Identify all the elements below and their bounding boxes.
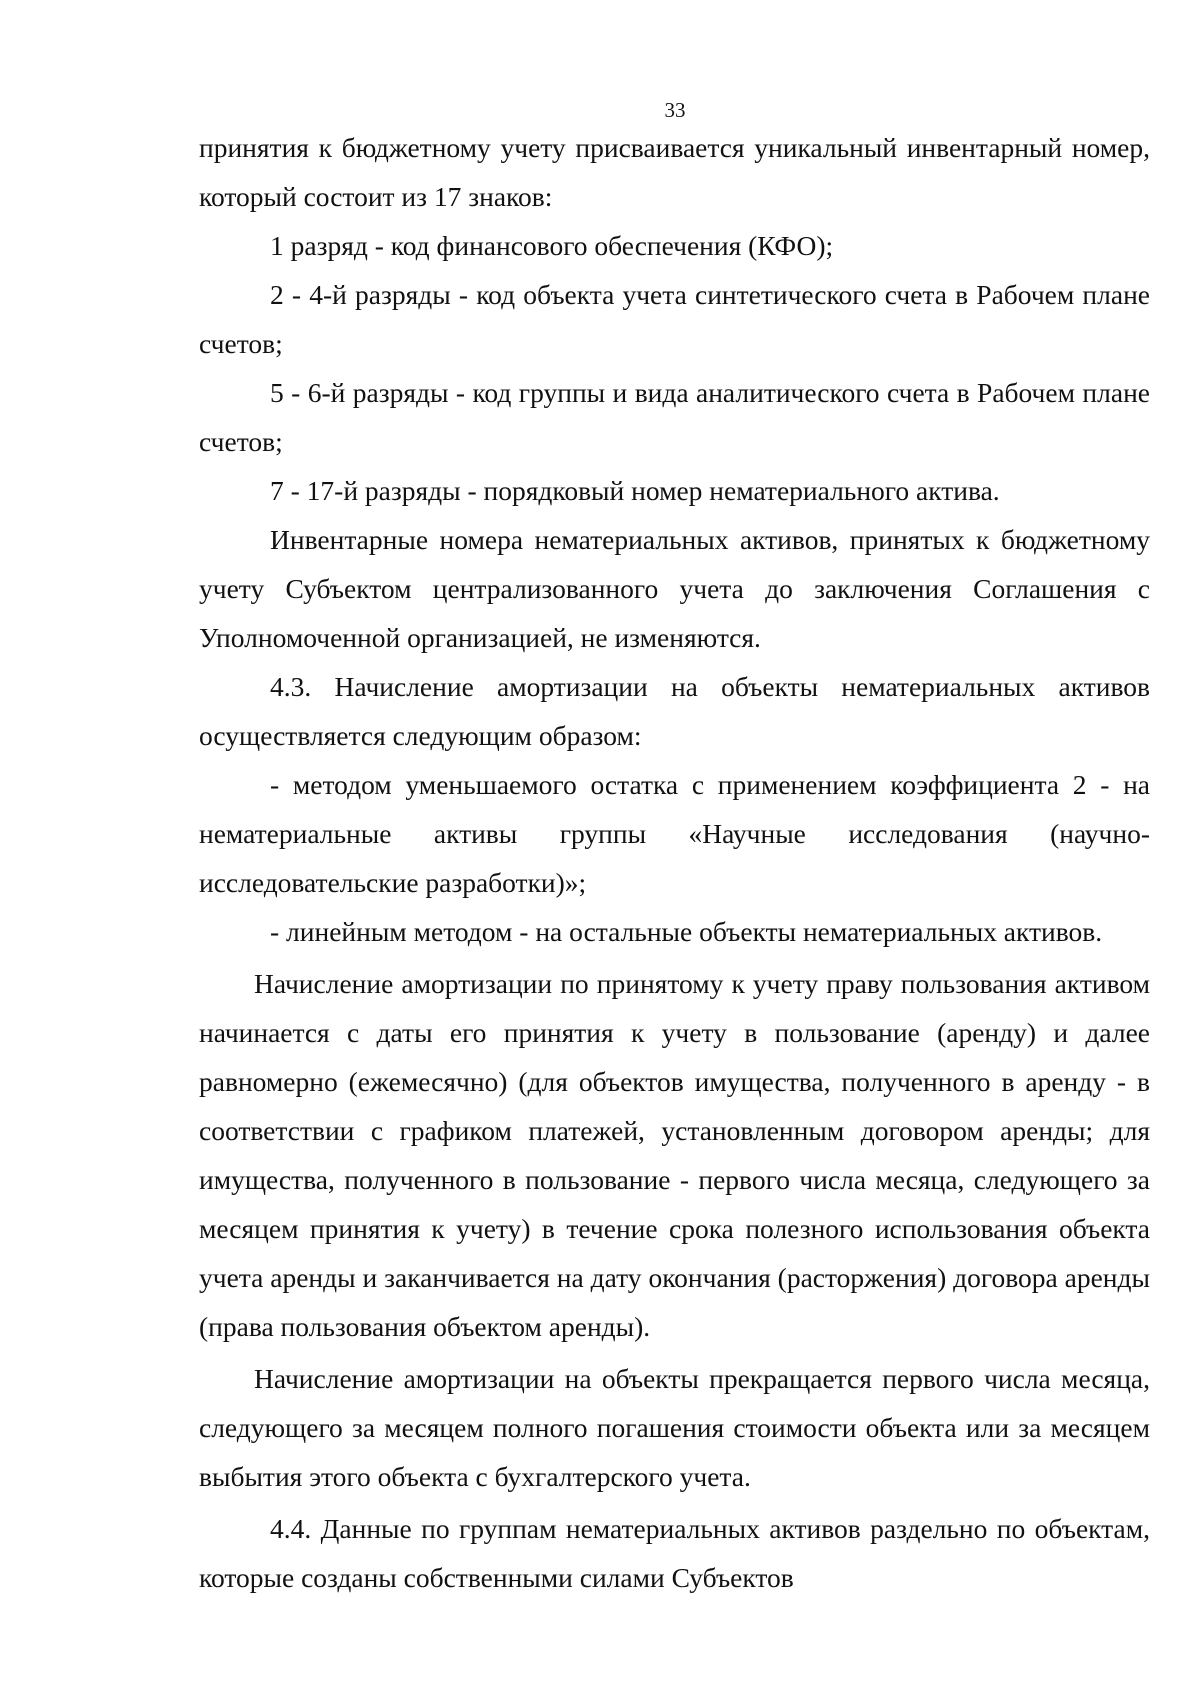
paragraph-continuation: принятия к бюджетному учету присваивается уникальный инвентарный номер, который состоит из 17 знаков:: [199, 132, 1150, 212]
paragraph-digits-7-17: 7 - 17-й разряды - порядковый номер нематериального актива.: [270, 475, 1000, 506]
list-item-declining-balance: - методом уменьшаемого остатка с применением коэффициента 2 - на нематериальные активы группы «Научные исследования (научно-исследовательские разработки)»;: [199, 769, 1150, 898]
paragraph-lease-depreciation: Начисление амортизации по принятому к учету праву пользования активом начинается с даты его принятия к учету в пользование (аренду) и далее равномерно (ежемесячно) (для объектов имущества, полученного в аренду - в соответствии с графиком платежей, установленным договором аренды; для имущества, полученного в пользование - первого числа месяца, следующего за месяцем принятия к учету) в течение срока полезного использования объекта учета аренды и заканчивается на дату окончания (расторжения) договора аренды (права пользования объектом аренды).: [199, 968, 1150, 1342]
paragraph-depreciation-stop: Начисление амортизации на объекты прекращается первого числа месяца, следующего за месяцем полного погашения стоимости объекта или за месяцем выбытия этого объекта с бухгалтерского учета.: [199, 1363, 1150, 1492]
document-body: [199, 123, 1150, 1602]
paragraph-digits-2-4: 2 - 4-й разряды - код объекта учета синтетического счета в Рабочем плане счетов;: [199, 279, 1150, 359]
list-item-straight-line: - линейным методом - на остальные объекты нематериальных активов.: [270, 916, 1103, 947]
paragraph-section-4-4: 4.4. Данные по группам нематериальных активов раздельно по объектам, которые созданы собственными силами Субъектов: [199, 1513, 1150, 1593]
paragraph-section-4-3: 4.3. Начисление амортизации на объекты нематериальных активов осуществляется следующим образом:: [199, 671, 1150, 751]
paragraph-kfo-digit: 1 разряд - код финансового обеспечения (КФО);: [270, 230, 834, 261]
paragraph-inventory-numbers: Инвентарные номера нематериальных активов, принятых к бюджетному учету Субъектом централизованного учета до заключения Соглашения с Уполномоченной организацией, не изменяются.: [199, 524, 1150, 653]
paragraph-digits-5-6: 5 - 6-й разряды - код группы и вида аналитического счета в Рабочем плане счетов;: [199, 377, 1150, 457]
page-number: 33: [664, 98, 686, 122]
